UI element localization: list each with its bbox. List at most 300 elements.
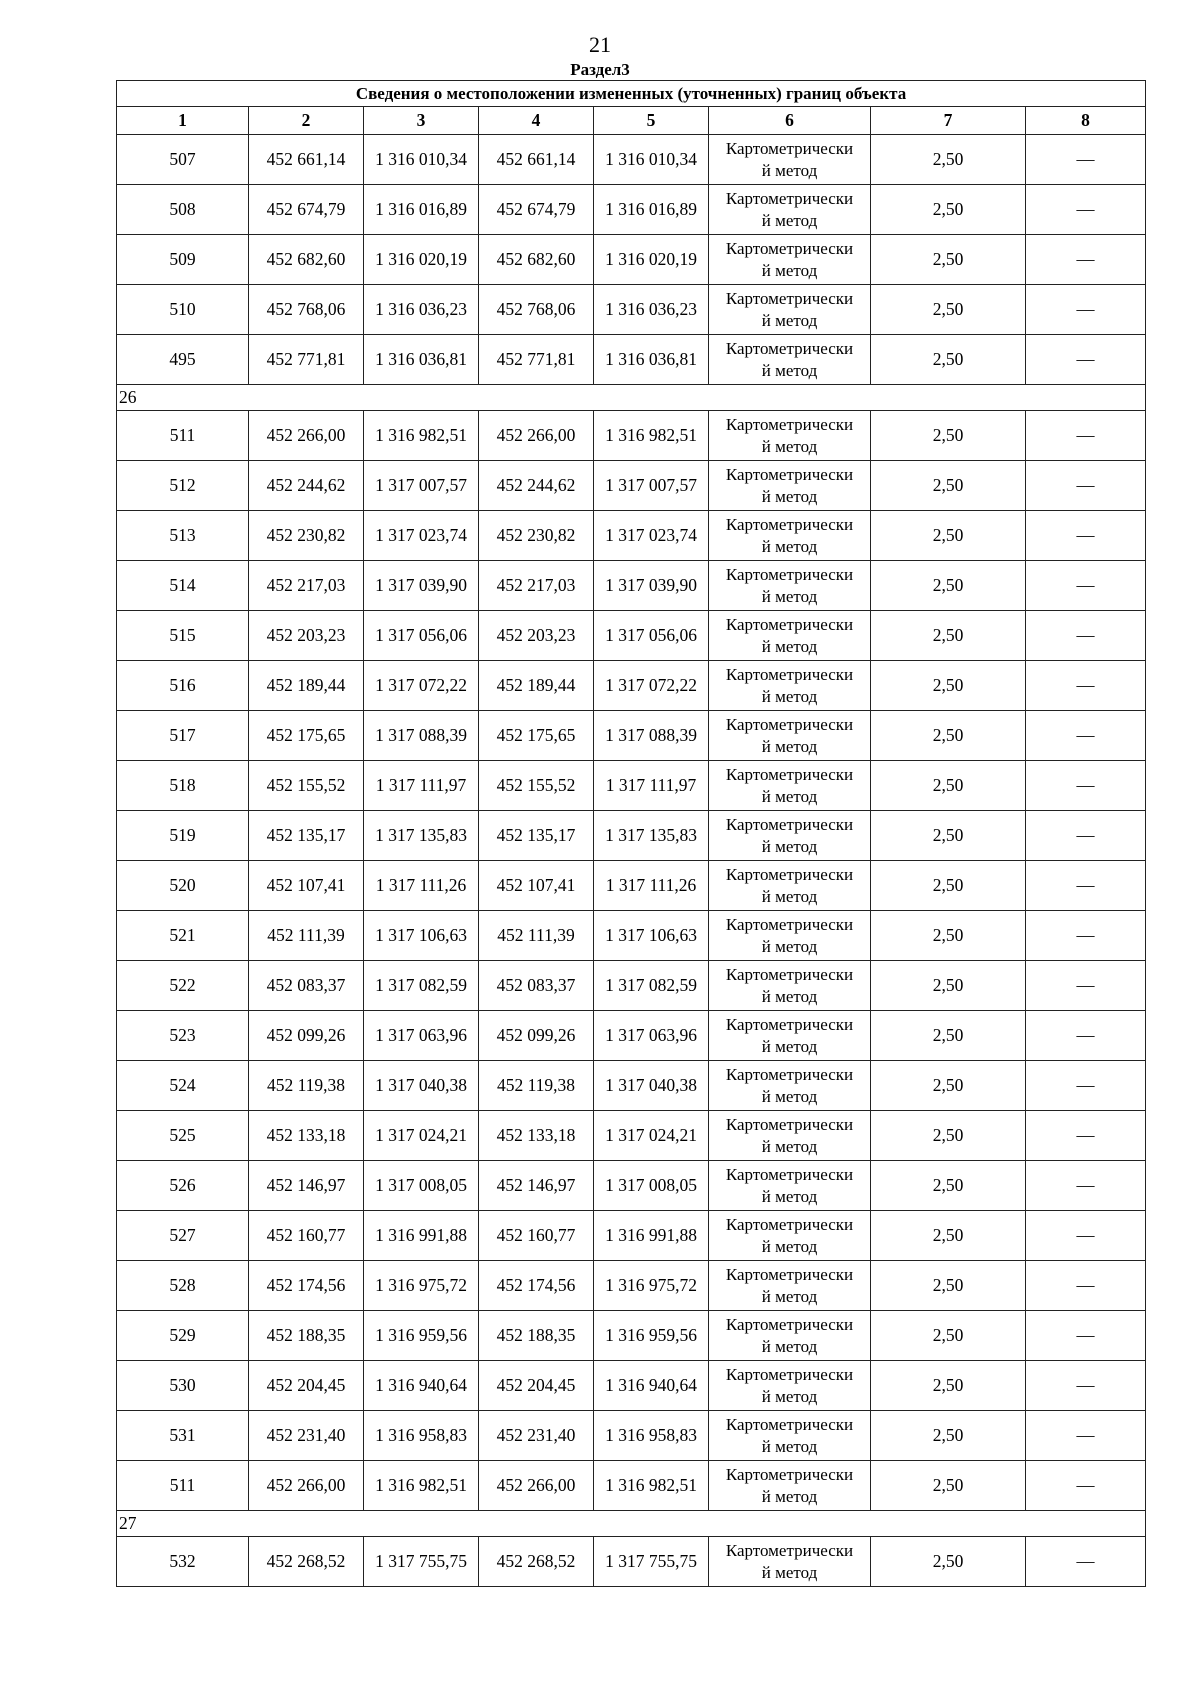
table-row bbox=[117, 911, 1146, 961]
method-text-line1: Картометрически bbox=[725, 1464, 854, 1484]
method-text-line2: й метод bbox=[761, 1086, 818, 1106]
table-body bbox=[117, 81, 1146, 1587]
point-number-cell: 512 bbox=[117, 461, 249, 511]
y-new-cell: 1 317 072,22 bbox=[594, 661, 709, 711]
method-text-line1: Картометрически bbox=[725, 1264, 854, 1284]
x-old-cell: 452 244,62 bbox=[249, 461, 364, 511]
table-row bbox=[117, 411, 1146, 461]
y-new-cell: 1 317 063,96 bbox=[594, 1011, 709, 1061]
y-new-cell: 1 317 040,38 bbox=[594, 1061, 709, 1111]
x-new-cell: 452 189,44 bbox=[479, 661, 594, 711]
x-old-cell: 452 217,03 bbox=[249, 561, 364, 611]
x-old-cell: 452 099,26 bbox=[249, 1011, 364, 1061]
point-number-cell: 529 bbox=[117, 1311, 249, 1361]
method-text-line2: й метод bbox=[761, 1486, 818, 1506]
method-cell bbox=[709, 1461, 871, 1511]
table-row bbox=[117, 1461, 1146, 1511]
accuracy-cell: 2,50 bbox=[871, 285, 1026, 335]
y-new-cell: 1 317 008,05 bbox=[594, 1161, 709, 1211]
table-row bbox=[117, 235, 1146, 285]
accuracy-cell: 2,50 bbox=[871, 1537, 1026, 1587]
table-row bbox=[117, 135, 1146, 185]
page-number: 21 bbox=[589, 32, 611, 57]
table-row bbox=[117, 611, 1146, 661]
x-old-cell: 452 268,52 bbox=[249, 1537, 364, 1587]
point-number-cell: 507 bbox=[117, 135, 249, 185]
table-row bbox=[117, 1311, 1146, 1361]
method-text-line1: Картометрически bbox=[725, 1314, 854, 1334]
accuracy-cell: 2,50 bbox=[871, 811, 1026, 861]
description-cell: — bbox=[1026, 911, 1146, 961]
y-old-cell: 1 316 975,72 bbox=[364, 1261, 479, 1311]
column-header-row bbox=[117, 107, 1146, 135]
x-new-cell: 452 674,79 bbox=[479, 185, 594, 235]
method-text-line1: Картометрически bbox=[725, 338, 854, 358]
method-text-line1: Картометрически bbox=[725, 664, 854, 684]
x-old-cell: 452 674,79 bbox=[249, 185, 364, 235]
x-new-cell: 452 266,00 bbox=[479, 411, 594, 461]
x-new-cell: 452 174,56 bbox=[479, 1261, 594, 1311]
x-old-cell: 452 189,44 bbox=[249, 661, 364, 711]
y-old-cell: 1 317 008,05 bbox=[364, 1161, 479, 1211]
method-text-line1: Картометрически bbox=[725, 188, 854, 208]
y-old-cell: 1 317 039,90 bbox=[364, 561, 479, 611]
y-new-cell: 1 317 007,57 bbox=[594, 461, 709, 511]
accuracy-cell: 2,50 bbox=[871, 1461, 1026, 1511]
description-cell: — bbox=[1026, 411, 1146, 461]
x-old-cell: 452 230,82 bbox=[249, 511, 364, 561]
description-cell: — bbox=[1026, 561, 1146, 611]
accuracy-cell: 2,50 bbox=[871, 1311, 1026, 1361]
y-old-cell: 1 316 982,51 bbox=[364, 411, 479, 461]
table-row bbox=[117, 811, 1146, 861]
method-text-line2: й метод bbox=[761, 536, 818, 556]
accuracy-cell: 2,50 bbox=[871, 461, 1026, 511]
table-row bbox=[117, 1011, 1146, 1061]
method-cell bbox=[709, 661, 871, 711]
method-text-line2: й метод bbox=[761, 986, 818, 1006]
table-caption: Сведения о местоположении измененных (уточненных) границ объекта bbox=[117, 81, 1146, 107]
y-new-cell: 1 317 039,90 bbox=[594, 561, 709, 611]
method-text-line2: й метод bbox=[761, 160, 818, 180]
method-text-line1: Картометрически bbox=[725, 1540, 854, 1560]
method-text-line1: Картометрически bbox=[725, 138, 854, 158]
column-header: 5 bbox=[594, 107, 709, 135]
x-new-cell: 452 111,39 bbox=[479, 911, 594, 961]
description-cell: — bbox=[1026, 961, 1146, 1011]
x-old-cell: 452 146,97 bbox=[249, 1161, 364, 1211]
method-cell bbox=[709, 811, 871, 861]
description-cell: — bbox=[1026, 1061, 1146, 1111]
method-text-line1: Картометрически bbox=[725, 514, 854, 534]
method-cell bbox=[709, 1111, 871, 1161]
method-text-line2: й метод bbox=[761, 1136, 818, 1156]
method-cell bbox=[709, 561, 871, 611]
x-new-cell: 452 268,52 bbox=[479, 1537, 594, 1587]
y-new-cell: 1 316 940,64 bbox=[594, 1361, 709, 1411]
x-new-cell: 452 107,41 bbox=[479, 861, 594, 911]
column-header: 7 bbox=[871, 107, 1026, 135]
y-old-cell: 1 317 082,59 bbox=[364, 961, 479, 1011]
x-new-cell: 452 135,17 bbox=[479, 811, 594, 861]
method-text-line1: Картометрически bbox=[725, 1214, 854, 1234]
method-text-line1: Картометрически bbox=[725, 1014, 854, 1034]
method-cell bbox=[709, 1261, 871, 1311]
x-new-cell: 452 155,52 bbox=[479, 761, 594, 811]
x-old-cell: 452 155,52 bbox=[249, 761, 364, 811]
accuracy-cell: 2,50 bbox=[871, 1211, 1026, 1261]
accuracy-cell: 2,50 bbox=[871, 1011, 1026, 1061]
x-new-cell: 452 160,77 bbox=[479, 1211, 594, 1261]
description-cell: — bbox=[1026, 1161, 1146, 1211]
point-number-cell: 522 bbox=[117, 961, 249, 1011]
method-text-line2: й метод bbox=[761, 1562, 818, 1582]
column-header: 6 bbox=[709, 107, 871, 135]
contour-number: 26 bbox=[117, 385, 1146, 411]
y-old-cell: 1 317 040,38 bbox=[364, 1061, 479, 1111]
accuracy-cell: 2,50 bbox=[871, 1061, 1026, 1111]
table-row bbox=[117, 761, 1146, 811]
x-new-cell: 452 083,37 bbox=[479, 961, 594, 1011]
y-new-cell: 1 316 959,56 bbox=[594, 1311, 709, 1361]
y-new-cell: 1 317 106,63 bbox=[594, 911, 709, 961]
y-old-cell: 1 317 063,96 bbox=[364, 1011, 479, 1061]
x-old-cell: 452 119,38 bbox=[249, 1061, 364, 1111]
method-cell bbox=[709, 461, 871, 511]
accuracy-cell: 2,50 bbox=[871, 335, 1026, 385]
y-new-cell: 1 317 111,26 bbox=[594, 861, 709, 911]
table-row bbox=[117, 1161, 1146, 1211]
x-old-cell: 452 107,41 bbox=[249, 861, 364, 911]
column-header: 4 bbox=[479, 107, 594, 135]
y-old-cell: 1 316 940,64 bbox=[364, 1361, 479, 1411]
accuracy-cell: 2,50 bbox=[871, 1111, 1026, 1161]
y-old-cell: 1 317 755,75 bbox=[364, 1537, 479, 1587]
point-number-cell: 531 bbox=[117, 1411, 249, 1461]
y-old-cell: 1 316 020,19 bbox=[364, 235, 479, 285]
method-cell bbox=[709, 961, 871, 1011]
method-text-line1: Картометрически bbox=[725, 814, 854, 834]
point-number-cell: 532 bbox=[117, 1537, 249, 1587]
x-new-cell: 452 099,26 bbox=[479, 1011, 594, 1061]
y-old-cell: 1 316 959,56 bbox=[364, 1311, 479, 1361]
point-number-cell: 520 bbox=[117, 861, 249, 911]
table-row bbox=[117, 1261, 1146, 1311]
method-text-line2: й метод bbox=[761, 1036, 818, 1056]
method-text-line2: й метод bbox=[761, 1186, 818, 1206]
description-cell: — bbox=[1026, 1311, 1146, 1361]
y-old-cell: 1 316 982,51 bbox=[364, 1461, 479, 1511]
method-text-line2: й метод bbox=[761, 636, 818, 656]
x-new-cell: 452 203,23 bbox=[479, 611, 594, 661]
description-cell: — bbox=[1026, 1261, 1146, 1311]
description-cell: — bbox=[1026, 1411, 1146, 1461]
table-row bbox=[117, 961, 1146, 1011]
x-new-cell: 452 266,00 bbox=[479, 1461, 594, 1511]
description-cell: — bbox=[1026, 811, 1146, 861]
y-new-cell: 1 316 020,19 bbox=[594, 235, 709, 285]
method-text-line1: Картометрически bbox=[725, 964, 854, 984]
x-new-cell: 452 188,35 bbox=[479, 1311, 594, 1361]
point-number-cell: 495 bbox=[117, 335, 249, 385]
method-text-line1: Картометрически bbox=[725, 464, 854, 484]
y-old-cell: 1 317 007,57 bbox=[364, 461, 479, 511]
method-cell bbox=[709, 1061, 871, 1111]
description-cell: — bbox=[1026, 1011, 1146, 1061]
method-text-line2: й метод bbox=[761, 260, 818, 280]
x-old-cell: 452 111,39 bbox=[249, 911, 364, 961]
coordinates-table bbox=[116, 80, 1146, 1587]
x-old-cell: 452 203,23 bbox=[249, 611, 364, 661]
y-new-cell: 1 316 036,81 bbox=[594, 335, 709, 385]
y-old-cell: 1 316 016,89 bbox=[364, 185, 479, 235]
method-text-line2: й метод bbox=[761, 1336, 818, 1356]
table-row bbox=[117, 861, 1146, 911]
method-text-line1: Картометрически bbox=[725, 564, 854, 584]
method-text-line2: й метод bbox=[761, 310, 818, 330]
description-cell: — bbox=[1026, 235, 1146, 285]
column-header: 1 bbox=[117, 107, 249, 135]
description-cell: — bbox=[1026, 661, 1146, 711]
column-header: 8 bbox=[1026, 107, 1146, 135]
point-number-cell: 514 bbox=[117, 561, 249, 611]
method-text-line2: й метод bbox=[761, 1236, 818, 1256]
y-new-cell: 1 317 082,59 bbox=[594, 961, 709, 1011]
method-text-line2: й метод bbox=[761, 836, 818, 856]
method-text-line1: Картометрически bbox=[725, 614, 854, 634]
point-number-cell: 526 bbox=[117, 1161, 249, 1211]
x-old-cell: 452 266,00 bbox=[249, 1461, 364, 1511]
y-old-cell: 1 316 036,81 bbox=[364, 335, 479, 385]
method-text-line1: Картометрически bbox=[725, 1164, 854, 1184]
x-old-cell: 452 231,40 bbox=[249, 1411, 364, 1461]
method-text-line1: Картометрически bbox=[725, 238, 854, 258]
table-caption-row bbox=[117, 81, 1146, 107]
accuracy-cell: 2,50 bbox=[871, 1411, 1026, 1461]
accuracy-cell: 2,50 bbox=[871, 711, 1026, 761]
x-new-cell: 452 204,45 bbox=[479, 1361, 594, 1411]
method-text-line1: Картометрически bbox=[725, 714, 854, 734]
method-cell bbox=[709, 285, 871, 335]
y-old-cell: 1 317 056,06 bbox=[364, 611, 479, 661]
y-old-cell: 1 317 024,21 bbox=[364, 1111, 479, 1161]
y-old-cell: 1 317 088,39 bbox=[364, 711, 479, 761]
point-number-cell: 525 bbox=[117, 1111, 249, 1161]
method-text-line2: й метод bbox=[761, 1386, 818, 1406]
x-new-cell: 452 230,82 bbox=[479, 511, 594, 561]
table-row bbox=[117, 1111, 1146, 1161]
x-old-cell: 452 174,56 bbox=[249, 1261, 364, 1311]
x-old-cell: 452 768,06 bbox=[249, 285, 364, 335]
x-old-cell: 452 266,00 bbox=[249, 411, 364, 461]
description-cell: — bbox=[1026, 511, 1146, 561]
y-new-cell: 1 316 036,23 bbox=[594, 285, 709, 335]
description-cell: — bbox=[1026, 1211, 1146, 1261]
method-cell bbox=[709, 611, 871, 661]
table-row bbox=[117, 1211, 1146, 1261]
method-cell bbox=[709, 1311, 871, 1361]
method-cell bbox=[709, 1361, 871, 1411]
method-text-line1: Картометрически bbox=[725, 288, 854, 308]
contour-group-row bbox=[117, 385, 1146, 411]
y-old-cell: 1 317 135,83 bbox=[364, 811, 479, 861]
column-header: 3 bbox=[364, 107, 479, 135]
x-old-cell: 452 175,65 bbox=[249, 711, 364, 761]
y-old-cell: 1 317 023,74 bbox=[364, 511, 479, 561]
accuracy-cell: 2,50 bbox=[871, 611, 1026, 661]
y-new-cell: 1 316 975,72 bbox=[594, 1261, 709, 1311]
point-number-cell: 518 bbox=[117, 761, 249, 811]
description-cell: — bbox=[1026, 1461, 1146, 1511]
description-cell: — bbox=[1026, 1111, 1146, 1161]
point-number-cell: 527 bbox=[117, 1211, 249, 1261]
description-cell: — bbox=[1026, 285, 1146, 335]
accuracy-cell: 2,50 bbox=[871, 1361, 1026, 1411]
accuracy-cell: 2,50 bbox=[871, 411, 1026, 461]
x-new-cell: 452 119,38 bbox=[479, 1061, 594, 1111]
point-number-cell: 528 bbox=[117, 1261, 249, 1311]
description-cell: — bbox=[1026, 711, 1146, 761]
y-new-cell: 1 316 958,83 bbox=[594, 1411, 709, 1461]
method-cell bbox=[709, 911, 871, 961]
y-new-cell: 1 317 024,21 bbox=[594, 1111, 709, 1161]
method-text-line1: Картометрически bbox=[725, 764, 854, 784]
description-cell: — bbox=[1026, 1537, 1146, 1587]
point-number-cell: 530 bbox=[117, 1361, 249, 1411]
method-cell bbox=[709, 1011, 871, 1061]
method-cell bbox=[709, 861, 871, 911]
description-cell: — bbox=[1026, 461, 1146, 511]
point-number-cell: 524 bbox=[117, 1061, 249, 1111]
method-cell bbox=[709, 411, 871, 461]
method-cell bbox=[709, 1211, 871, 1261]
x-new-cell: 452 175,65 bbox=[479, 711, 594, 761]
method-text-line2: й метод bbox=[761, 736, 818, 756]
description-cell: — bbox=[1026, 761, 1146, 811]
table-row bbox=[117, 711, 1146, 761]
accuracy-cell: 2,50 bbox=[871, 561, 1026, 611]
y-new-cell: 1 317 135,83 bbox=[594, 811, 709, 861]
point-number-cell: 509 bbox=[117, 235, 249, 285]
method-cell bbox=[709, 1411, 871, 1461]
method-text-line1: Картометрически bbox=[725, 414, 854, 434]
method-text-line1: Картометрически bbox=[725, 1114, 854, 1134]
x-old-cell: 452 204,45 bbox=[249, 1361, 364, 1411]
method-text-line1: Картометрически bbox=[725, 864, 854, 884]
y-old-cell: 1 316 991,88 bbox=[364, 1211, 479, 1261]
table-row bbox=[117, 1537, 1146, 1587]
accuracy-cell: 2,50 bbox=[871, 861, 1026, 911]
x-old-cell: 452 661,14 bbox=[249, 135, 364, 185]
point-number-cell: 523 bbox=[117, 1011, 249, 1061]
point-number-cell: 511 bbox=[117, 411, 249, 461]
x-new-cell: 452 771,81 bbox=[479, 335, 594, 385]
method-text-line1: Картометрически bbox=[725, 1414, 854, 1434]
point-number-cell: 521 bbox=[117, 911, 249, 961]
point-number-cell: 510 bbox=[117, 285, 249, 335]
x-new-cell: 452 133,18 bbox=[479, 1111, 594, 1161]
method-text-line2: й метод bbox=[761, 886, 818, 906]
table-row bbox=[117, 661, 1146, 711]
description-cell: — bbox=[1026, 1361, 1146, 1411]
method-text-line1: Картометрически bbox=[725, 1064, 854, 1084]
x-new-cell: 452 231,40 bbox=[479, 1411, 594, 1461]
y-old-cell: 1 317 111,97 bbox=[364, 761, 479, 811]
y-new-cell: 1 317 111,97 bbox=[594, 761, 709, 811]
method-text-line2: й метод bbox=[761, 1286, 818, 1306]
column-header: 2 bbox=[249, 107, 364, 135]
y-new-cell: 1 317 755,75 bbox=[594, 1537, 709, 1587]
y-new-cell: 1 316 991,88 bbox=[594, 1211, 709, 1261]
table-row bbox=[117, 1061, 1146, 1111]
x-old-cell: 452 771,81 bbox=[249, 335, 364, 385]
point-number-cell: 508 bbox=[117, 185, 249, 235]
accuracy-cell: 2,50 bbox=[871, 911, 1026, 961]
x-old-cell: 452 160,77 bbox=[249, 1211, 364, 1261]
accuracy-cell: 2,50 bbox=[871, 185, 1026, 235]
method-cell bbox=[709, 185, 871, 235]
method-text-line2: й метод bbox=[761, 210, 818, 230]
accuracy-cell: 2,50 bbox=[871, 235, 1026, 285]
x-new-cell: 452 146,97 bbox=[479, 1161, 594, 1211]
description-cell: — bbox=[1026, 861, 1146, 911]
method-cell bbox=[709, 1537, 871, 1587]
method-cell bbox=[709, 711, 871, 761]
accuracy-cell: 2,50 bbox=[871, 961, 1026, 1011]
accuracy-cell: 2,50 bbox=[871, 511, 1026, 561]
y-old-cell: 1 316 958,83 bbox=[364, 1411, 479, 1461]
method-cell bbox=[709, 135, 871, 185]
x-new-cell: 452 217,03 bbox=[479, 561, 594, 611]
y-new-cell: 1 316 982,51 bbox=[594, 1461, 709, 1511]
x-new-cell: 452 682,60 bbox=[479, 235, 594, 285]
y-old-cell: 1 317 072,22 bbox=[364, 661, 479, 711]
x-new-cell: 452 244,62 bbox=[479, 461, 594, 511]
table-row bbox=[117, 335, 1146, 385]
method-cell bbox=[709, 1161, 871, 1211]
contour-group-row bbox=[117, 1511, 1146, 1537]
table-row bbox=[117, 185, 1146, 235]
table-row bbox=[117, 1411, 1146, 1461]
y-new-cell: 1 317 056,06 bbox=[594, 611, 709, 661]
y-new-cell: 1 317 023,74 bbox=[594, 511, 709, 561]
method-text-line2: й метод bbox=[761, 436, 818, 456]
x-old-cell: 452 682,60 bbox=[249, 235, 364, 285]
y-new-cell: 1 316 982,51 bbox=[594, 411, 709, 461]
method-text-line2: й метод bbox=[761, 586, 818, 606]
description-cell: — bbox=[1026, 335, 1146, 385]
y-new-cell: 1 316 010,34 bbox=[594, 135, 709, 185]
y-new-cell: 1 316 016,89 bbox=[594, 185, 709, 235]
method-text-line2: й метод bbox=[761, 1436, 818, 1456]
accuracy-cell: 2,50 bbox=[871, 135, 1026, 185]
method-text-line2: й метод bbox=[761, 686, 818, 706]
point-number-cell: 513 bbox=[117, 511, 249, 561]
x-new-cell: 452 661,14 bbox=[479, 135, 594, 185]
y-old-cell: 1 317 106,63 bbox=[364, 911, 479, 961]
method-text-line2: й метод bbox=[761, 936, 818, 956]
description-cell: — bbox=[1026, 185, 1146, 235]
method-cell bbox=[709, 235, 871, 285]
point-number-cell: 511 bbox=[117, 1461, 249, 1511]
table-row bbox=[117, 1361, 1146, 1411]
y-old-cell: 1 316 010,34 bbox=[364, 135, 479, 185]
accuracy-cell: 2,50 bbox=[871, 761, 1026, 811]
point-number-cell: 516 bbox=[117, 661, 249, 711]
accuracy-cell: 2,50 bbox=[871, 1161, 1026, 1211]
accuracy-cell: 2,50 bbox=[871, 661, 1026, 711]
point-number-cell: 517 bbox=[117, 711, 249, 761]
